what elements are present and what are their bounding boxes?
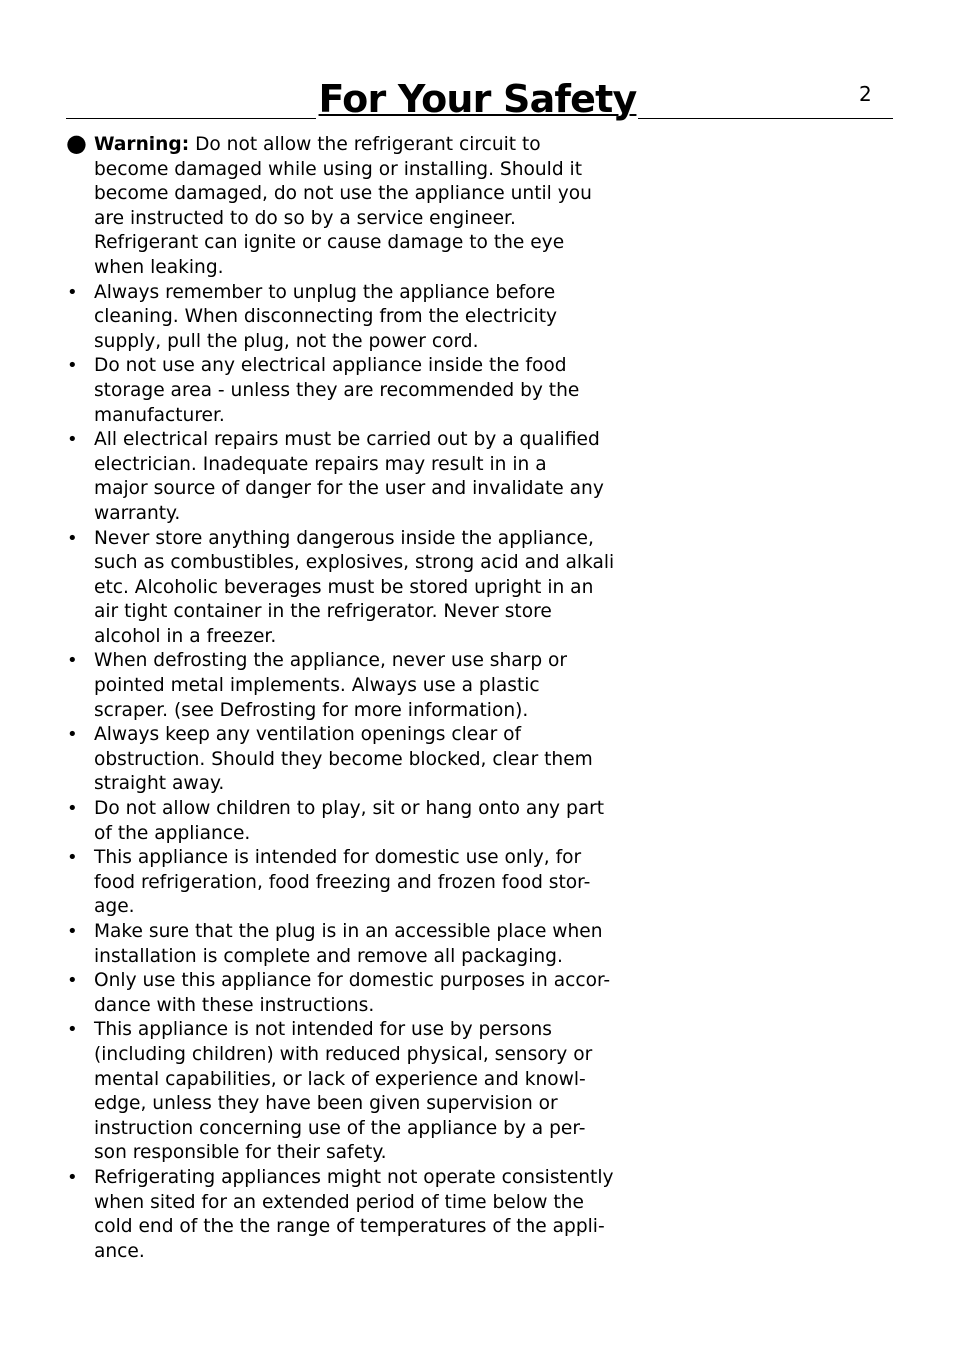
item-line: electrician. Inadequate repairs may result in in a xyxy=(94,453,547,475)
item-line: alcohol in a freezer. xyxy=(94,625,277,647)
item-line: edge, unless they have been given supervision or xyxy=(94,1093,558,1115)
bullet-icon: • xyxy=(67,798,78,820)
safety-item-defrosting xyxy=(0,649,620,723)
safety-item-warning xyxy=(0,129,620,281)
item-line: When defrosting the appliance, never use sharp or xyxy=(94,650,568,672)
item-line: straight away. xyxy=(94,773,225,795)
item-line: scraper. (see Defrosting for more information). xyxy=(94,699,529,721)
item-line: son responsible for their safety. xyxy=(94,1142,387,1164)
page-title-text: For Your Safety xyxy=(316,77,639,121)
item-line: etc. Alcoholic beverages must be stored upright in an xyxy=(94,576,594,598)
safety-list xyxy=(0,129,620,1264)
item-line: become damaged while using or installing. Should it xyxy=(94,158,583,180)
bullet-icon: • xyxy=(67,724,78,746)
item-line: age. xyxy=(94,896,135,918)
item-line: manufacturer. xyxy=(94,404,225,426)
item-line: pointed metal implements. Always use a plastic xyxy=(94,675,540,697)
item-line: food refrigeration, food freezing and frozen food stor- xyxy=(94,871,591,893)
item-line: Make sure that the plug is in an accessible place when xyxy=(94,921,603,942)
item-line: are instructed to do so by a service engineer. xyxy=(94,207,516,229)
bullet-icon: ● xyxy=(66,129,87,157)
safety-item-ventilation xyxy=(0,723,620,797)
safety-item-repairs xyxy=(0,428,620,526)
item-line: Refrigerating appliances might not operate consistently xyxy=(94,1166,614,1188)
item-line: mental capabilities, or lack of experience and knowl- xyxy=(94,1068,586,1090)
item-line: Do not allow children to play, sit or hang onto any part xyxy=(94,798,605,820)
item-line: Always keep any ventilation openings clear of xyxy=(94,724,522,746)
item-line: storage area - unless they are recommended by the xyxy=(94,379,580,401)
bullet-icon: • xyxy=(67,1166,78,1188)
bullet-icon: • xyxy=(67,355,78,377)
safety-item-no-electrical xyxy=(0,354,620,428)
bullet-icon: • xyxy=(67,847,78,869)
safety-item-domestic-use xyxy=(0,846,620,920)
safety-item-domestic-purposes xyxy=(0,969,620,1018)
item-line: major source of danger for the user and invalidate any xyxy=(94,478,604,500)
item-line: of the appliance. xyxy=(94,822,251,844)
page-title xyxy=(0,74,954,124)
bullet-icon: • xyxy=(67,970,78,992)
safety-item-persons xyxy=(0,1018,620,1166)
item-line: such as combustibles, explosives, strong acid and alkali xyxy=(94,552,615,574)
item-line: Refrigerant can ignite or cause damage to the eye xyxy=(94,232,565,254)
item-line: cleaning. When disconnecting from the electricity xyxy=(94,306,557,328)
item-line: installation is complete and remove all packaging. xyxy=(94,945,563,967)
item-line: become damaged, do not use the appliance until you xyxy=(94,183,592,205)
item-line: supply, pull the plug, not the power cord. xyxy=(94,330,479,352)
item-line: air tight container in the refrigerator. Never store xyxy=(94,601,552,623)
item-line: warranty. xyxy=(94,502,181,524)
safety-item-dangerous-storage xyxy=(0,527,620,650)
safety-item-plug-access xyxy=(0,920,620,969)
item-line: when leaking. xyxy=(94,256,224,278)
item-line: obstruction. Should they become blocked, clear them xyxy=(94,748,593,770)
item-line: Do not use any electrical appliance inside the food xyxy=(94,355,567,377)
safety-item-unplug xyxy=(0,281,620,355)
item-line: This appliance is intended for domestic use only, for xyxy=(94,847,582,869)
item-line: Only use this appliance for domestic purposes in accor- xyxy=(94,970,611,992)
item-line: (including children) with reduced physical, sensory or xyxy=(94,1043,593,1065)
item-line: All electrical repairs must be carried out by a qualified xyxy=(94,429,600,451)
item-line: This appliance is not intended for use by persons xyxy=(94,1019,552,1041)
item-line: cold end of the the range of temperatures of the appli- xyxy=(94,1216,605,1238)
safety-item-children xyxy=(0,797,620,846)
item-line: Always remember to unplug the appliance before xyxy=(94,281,556,303)
item-line: Never store anything dangerous inside the appliance, xyxy=(94,527,594,549)
item-line: instruction concerning use of the appliance by a per- xyxy=(94,1117,586,1139)
page-number: 2 xyxy=(859,82,872,106)
bullet-icon: • xyxy=(67,429,78,451)
item-line: ance. xyxy=(94,1240,145,1262)
bullet-icon: • xyxy=(67,1019,78,1041)
item-line: dance with these instructions. xyxy=(94,994,375,1016)
item-line: when sited for an extended period of time below the xyxy=(94,1191,584,1213)
bullet-icon: • xyxy=(67,921,78,942)
safety-item-temperature xyxy=(0,1166,620,1264)
bullet-icon: • xyxy=(67,650,78,672)
bullet-icon: • xyxy=(67,281,78,303)
bullet-icon: • xyxy=(67,527,78,549)
item-line: Do not allow the refrigerant circuit to xyxy=(189,134,541,155)
warning-label: Warning: xyxy=(94,134,190,155)
